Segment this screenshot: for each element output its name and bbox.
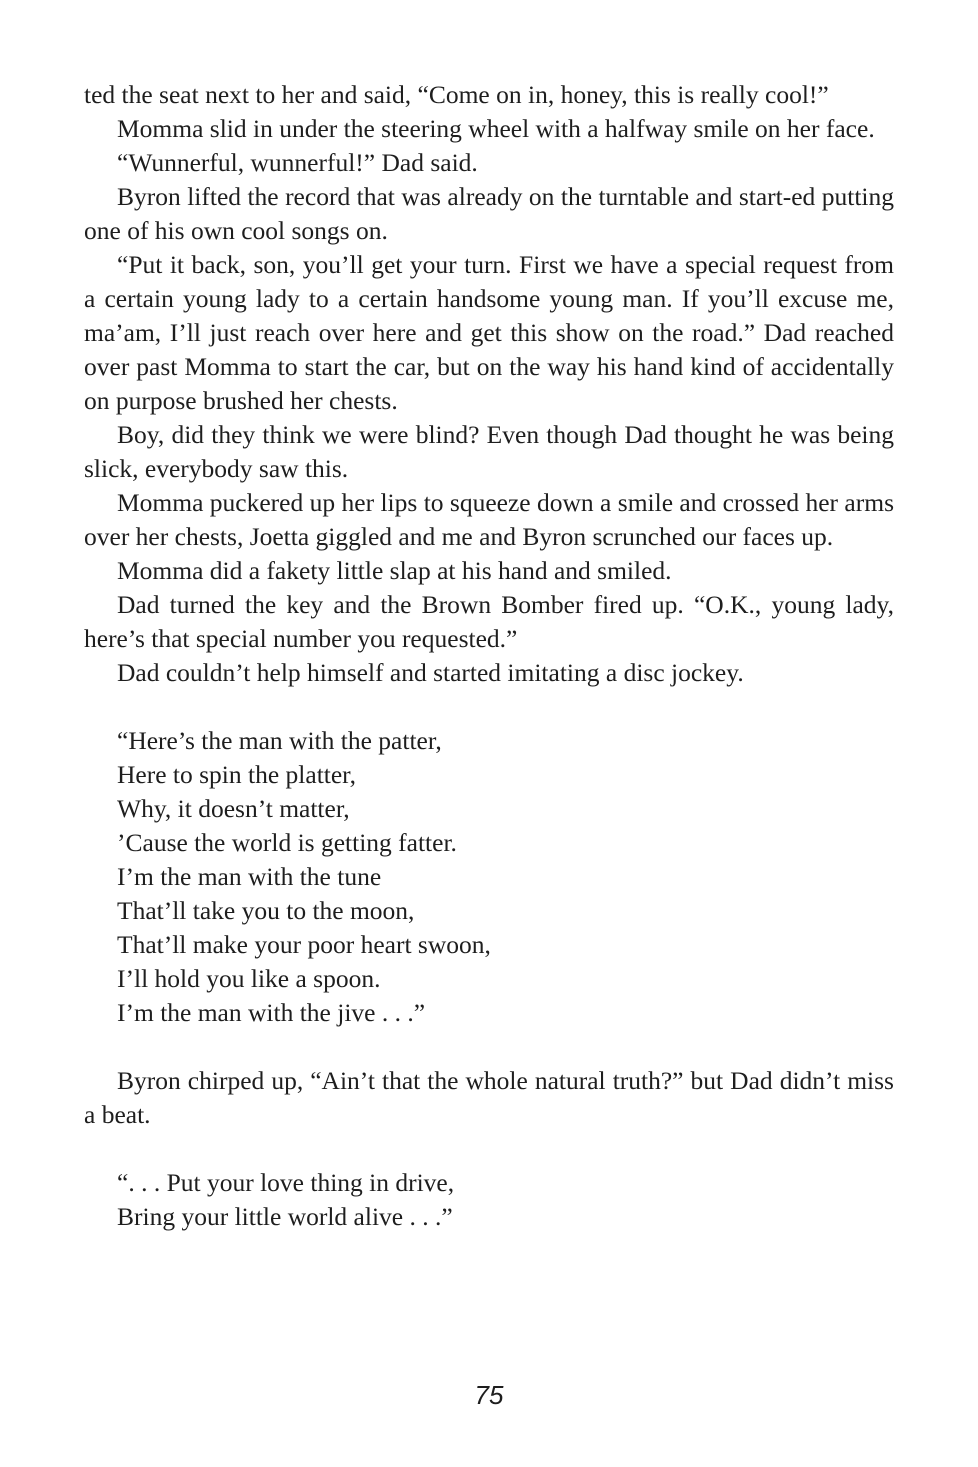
paragraph: Dad couldn’t help himself and started imitating a disc jockey. — [117, 658, 744, 687]
verse-line: Why, it doesn’t matter, — [117, 794, 350, 823]
verse-line: I’m the man with the tune — [117, 862, 382, 891]
paragraph: Byron lifted the record that was already on the turntable and start-ed putting one of his own cool songs on. — [84, 182, 894, 245]
verse-line: “Here’s the man with the patter, — [117, 726, 442, 755]
body-text — [84, 78, 894, 1234]
paragraph: Momma puckered up her lips to squeeze down a smile and crossed her arms over her chests, Joetta giggled and me and Byron scrunched our faces up. — [84, 488, 894, 551]
paragraph: Boy, did they think we were blind? Even though Dad thought he was being slick, everybody saw this. — [84, 420, 894, 483]
paragraph: Momma did a fakety little slap at his hand and smiled. — [117, 556, 672, 585]
page-number: 75 — [474, 1380, 504, 1410]
paragraph: Dad turned the key and the Brown Bomber fired up. “O.K., young lady, here’s that special number you requested.” — [84, 590, 894, 653]
paragraph: ted the seat next to her and said, “Come on in, honey, this is really cool!” — [84, 80, 829, 109]
verse-line: Here to spin the platter, — [117, 760, 357, 789]
verse-line: Bring your little world alive . . .” — [117, 1202, 453, 1231]
paragraph: “Put it back, son, you’ll get your turn. First we have a special request from a certain young lady to a certain handsome young man. If you’ll excuse me, ma’am, I’ll just reach over here and get this show on the road.” Dad reached over past Momma to start the car, but on the way his hand kind of accidentally on purpose brushed her chests. — [84, 250, 894, 415]
verse-line: “. . . Put your love thing in drive, — [117, 1168, 455, 1197]
verse-line: That’ll make your poor heart swoon, — [117, 930, 491, 959]
paragraph: Momma slid in under the steering wheel with a halfway smile on her face. — [117, 114, 875, 143]
verse-block — [84, 724, 894, 1030]
verse-line: I’ll hold you like a spoon. — [117, 964, 381, 993]
verse-line: That’ll take you to the moon, — [117, 896, 415, 925]
verse-line: I’m the man with the jive . . .” — [117, 998, 426, 1027]
paragraph: Byron chirped up, “Ain’t that the whole natural truth?” but Dad didn’t miss a beat. — [84, 1066, 894, 1129]
verse-line: ’Cause the world is getting fatter. — [117, 828, 457, 857]
paragraph: “Wunnerful, wunnerful!” Dad said. — [117, 148, 478, 177]
verse-block — [84, 1166, 894, 1234]
